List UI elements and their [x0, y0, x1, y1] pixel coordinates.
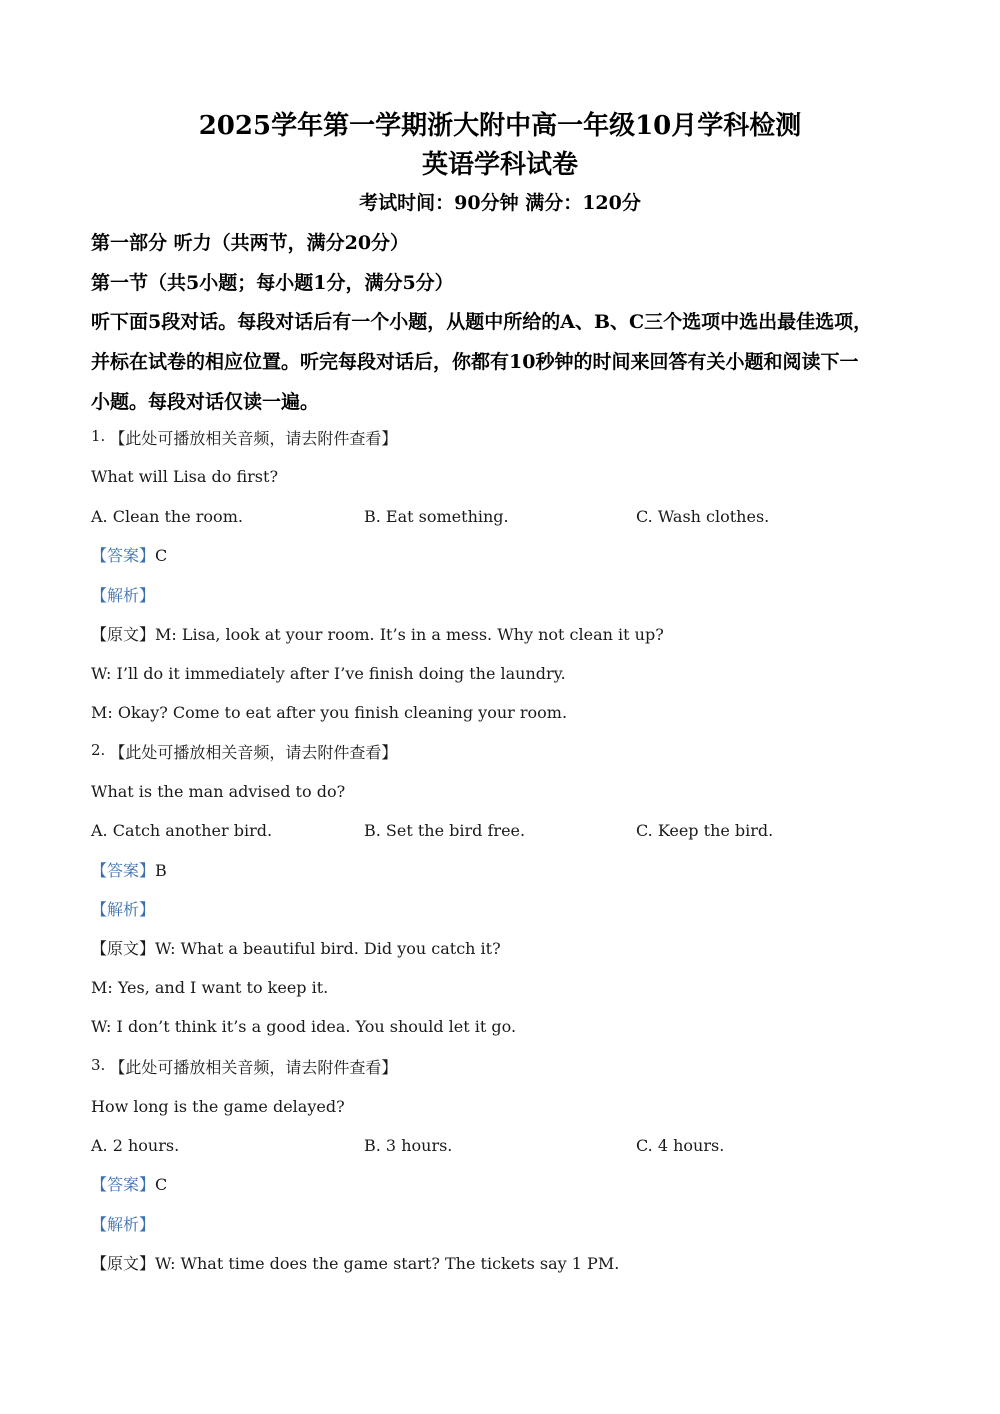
question-3-option-a[interactable]: A. 2 hours. [91, 1136, 180, 1155]
original-label: 【原文】 [91, 1254, 156, 1273]
original-label: 【原文】 [91, 625, 156, 644]
audio-note: 【此处可播放相关音频，请去附件查看】 [109, 429, 398, 448]
answer-value: C [155, 546, 168, 565]
answer-label: 【答案】 [91, 546, 156, 565]
question-3-option-c[interactable]: C. 4 hours. [636, 1136, 725, 1155]
question-2-analysis-label: 【解析】 [91, 900, 156, 919]
transcript-text: W: What time does the game start? The tickets say 1 PM. [155, 1254, 620, 1273]
question-3-option-b[interactable]: B. 3 hours. [364, 1136, 453, 1155]
audio-note: 【此处可播放相关音频，请去附件查看】 [109, 1058, 398, 1077]
part-heading: 第一部分 听力（共两节，满分20分） [91, 232, 410, 254]
question-3-audio[interactable] [91, 1055, 397, 1081]
question-2-transcript-1 [91, 936, 501, 962]
exam-subject-title: 英语学科试卷 [421, 150, 578, 180]
question-1-option-a[interactable]: A. Clean the room. [91, 507, 243, 526]
question-2-stem: What is the man advised to do? [91, 782, 346, 801]
instruction-line-1: 听下面5段对话。每段对话后有一个小题，从题中所给的A、B、C三个选项中选出最佳选项， [91, 311, 873, 333]
question-3-analysis-label: 【解析】 [91, 1215, 156, 1234]
question-1-option-b[interactable]: B. Eat something. [364, 507, 509, 526]
original-label: 【原文】 [91, 939, 156, 958]
instruction-line-2: 并标在试卷的相应位置。听完每段对话后，你都有10秒钟的时间来回答有关小题和阅读下一 [91, 351, 859, 373]
question-1-transcript-3: M: Okay? Come to eat after you finish cleaning your room. [91, 703, 568, 722]
question-number: 3. [91, 1056, 106, 1074]
question-2-audio[interactable] [91, 740, 397, 766]
transcript-text: M: Lisa, look at your room. It’s in a mess. Why not clean it up? [155, 625, 664, 644]
answer-value: C [155, 1175, 168, 1194]
exam-info: 考试时间：90分钟 满分：120分 [359, 192, 641, 214]
question-1-analysis-label: 【解析】 [91, 586, 156, 605]
question-1-transcript-1 [91, 622, 664, 648]
question-2-transcript-3: W: I don’t think it’s a good idea. You should let it go. [91, 1017, 517, 1036]
transcript-text: W: What a beautiful bird. Did you catch it? [155, 939, 501, 958]
audio-note: 【此处可播放相关音频，请去附件查看】 [109, 743, 398, 762]
answer-label: 【答案】 [91, 861, 156, 880]
question-number: 2. [91, 741, 106, 759]
answer-value: B [155, 861, 167, 880]
question-1-audio[interactable] [91, 426, 397, 452]
question-1-transcript-2: W: I’ll do it immediately after I’ve finish doing the laundry. [91, 664, 566, 683]
answer-label: 【答案】 [91, 1175, 156, 1194]
question-1-stem: What will Lisa do first? [91, 467, 279, 486]
subsection-heading: 第一节（共5小题；每小题1分，满分5分） [91, 272, 454, 294]
question-2-option-c[interactable]: C. Keep the bird. [636, 821, 774, 840]
question-3-transcript-1 [91, 1251, 619, 1277]
question-1-answer [91, 543, 167, 569]
question-2-answer [91, 858, 167, 884]
question-3-stem: How long is the game delayed? [91, 1097, 345, 1116]
question-2-option-a[interactable]: A. Catch another bird. [91, 821, 273, 840]
question-2-option-b[interactable]: B. Set the bird free. [364, 821, 526, 840]
question-1-option-c[interactable]: C. Wash clothes. [636, 507, 770, 526]
question-number: 1. [91, 427, 106, 445]
exam-title: 2025学年第一学期浙大附中高一年级10月学科检测 [198, 111, 802, 141]
instruction-line-3: 小题。每段对话仅读一遍。 [91, 391, 320, 413]
question-3-answer [91, 1172, 167, 1198]
question-2-transcript-2: M: Yes, and I want to keep it. [91, 978, 329, 997]
